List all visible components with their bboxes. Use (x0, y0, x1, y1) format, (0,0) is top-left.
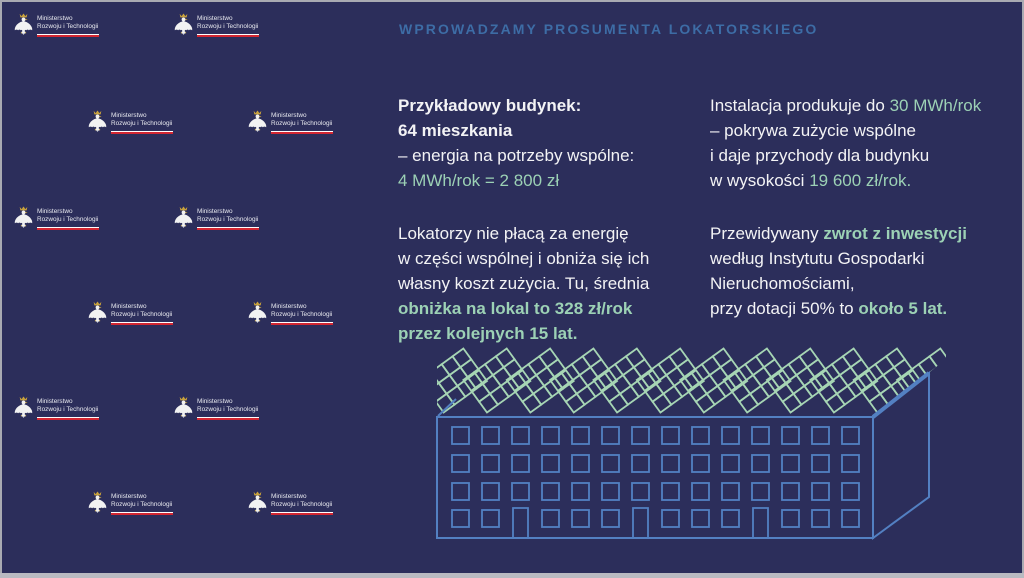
text-segment: przez kolejnych 15 lat. (398, 324, 578, 343)
ministry-name-line1: Ministerstwo (111, 493, 147, 500)
ministry-name-line2: Rozwoju i Technologii (111, 500, 173, 508)
text-line (710, 296, 967, 321)
text-segment: – energia na potrzeby wspólne: (398, 146, 635, 165)
eagle-icon (174, 13, 193, 35)
ministry-name-line1: Ministerstwo (111, 303, 147, 310)
ministry-logo-text (111, 493, 172, 508)
text-segment: obniżka na lokal to 328 zł/rok (398, 299, 633, 318)
text-line (398, 168, 634, 193)
text-line (398, 93, 634, 118)
text-segment: Nieruchomościami, (710, 274, 855, 293)
stat-block-return-on-investment (710, 221, 967, 321)
ministry-name-line2: Rozwoju i Technologii (37, 215, 99, 223)
ministry-name-line1: Ministerstwo (37, 15, 73, 22)
text-line (710, 118, 981, 143)
eagle-icon (14, 13, 33, 35)
text-segment: w wysokości (710, 171, 810, 190)
ministry-name-line1: Ministerstwo (197, 15, 233, 22)
ministry-logo (248, 491, 334, 518)
text-segment: własny koszt zużycia. Tu, średnia (398, 274, 650, 293)
text-line (398, 221, 649, 246)
flag-underline (111, 512, 173, 516)
eagle-icon (88, 301, 107, 323)
text-line (710, 271, 967, 296)
ministry-name-line2: Rozwoju i Technologii (271, 500, 333, 508)
ministry-logo (248, 301, 334, 328)
ministry-name-line2: Rozwoju i Technologii (197, 22, 259, 30)
text-line (710, 168, 981, 193)
ministry-logo (14, 13, 100, 40)
text-line (398, 246, 649, 271)
ministry-logo (88, 491, 174, 518)
eagle-icon (14, 206, 33, 228)
flag-underline (197, 417, 259, 421)
flag-underline (197, 34, 259, 38)
text-segment: 19 600 zł/rok. (809, 171, 912, 190)
eagle-icon (248, 491, 267, 513)
door (513, 508, 528, 538)
ministry-logo (174, 396, 260, 423)
flag-underline (37, 227, 99, 231)
ministry-logo-text (271, 303, 332, 318)
ministry-logo-text (271, 112, 332, 127)
stat-block-installation-output (710, 93, 981, 193)
ministry-logo-text (37, 208, 98, 223)
stat-block-tenant-savings (398, 221, 649, 346)
flag-underline (37, 34, 99, 38)
ministry-name-line1: Ministerstwo (111, 112, 147, 119)
ministry-name-line2: Rozwoju i Technologii (37, 405, 99, 413)
ministry-logo (174, 13, 260, 40)
ministry-name-line2: Rozwoju i Technologii (271, 119, 333, 127)
ministry-name-line2: Rozwoju i Technologii (271, 310, 333, 318)
ministry-name-line1: Ministerstwo (197, 208, 233, 215)
eagle-icon (88, 491, 107, 513)
ministry-logo (88, 110, 174, 137)
ministry-logo (174, 206, 260, 233)
eagle-icon (248, 301, 267, 323)
text-line (398, 271, 649, 296)
flag-underline (111, 322, 173, 326)
eagle-icon (88, 110, 107, 132)
text-segment: około 5 lat. (858, 299, 948, 318)
flag-underline (271, 512, 333, 516)
ministry-name-line2: Rozwoju i Technologii (111, 310, 173, 318)
text-segment: według Instytutu Gospodarki (710, 249, 925, 268)
stat-block-example-building (398, 93, 634, 193)
eagle-icon (14, 396, 33, 418)
text-line (710, 246, 967, 271)
ministry-logo-text (197, 15, 258, 30)
ministry-name-line1: Ministerstwo (271, 112, 307, 119)
text-line (710, 143, 981, 168)
door (633, 508, 648, 538)
text-segment: Przykładowy budynek: (398, 96, 582, 115)
ministry-logo-text (37, 15, 98, 30)
ministry-name-line2: Rozwoju i Technologii (37, 22, 99, 30)
slide-title: WPROWADZAMY PROSUMENTA LOKATORSKIEGO (399, 21, 819, 37)
text-segment: zwrot z inwestycji (823, 224, 967, 243)
ministry-logo-text (197, 398, 258, 413)
flag-underline (111, 131, 173, 135)
text-line (398, 118, 634, 143)
flag-underline (271, 131, 333, 135)
ministry-logo-text (111, 303, 172, 318)
building-windows (452, 427, 859, 538)
text-segment: Lokatorzy nie płacą za energię (398, 224, 629, 243)
eagle-icon (248, 110, 267, 132)
ministry-name-line1: Ministerstwo (271, 303, 307, 310)
text-segment: – pokrywa zużycie wspólne (710, 121, 916, 140)
bottom-edge-strip (0, 573, 1024, 578)
text-segment: w części wspólnej i obniża się ich (398, 249, 650, 268)
ministry-logo (14, 206, 100, 233)
eagle-icon (174, 396, 193, 418)
text-segment: Instalacja produkuje do (710, 96, 890, 115)
text-segment: 4 MWh/rok = 2 800 zł (398, 171, 560, 190)
text-segment: przy dotacji 50% to (710, 299, 859, 318)
text-line (710, 221, 967, 246)
text-segment: i daje przychody dla budynku (710, 146, 930, 165)
ministry-logo-text (197, 208, 258, 223)
text-segment: 30 MWh/rok (889, 96, 982, 115)
ministry-logo (248, 110, 334, 137)
door (753, 508, 768, 538)
flag-underline (271, 322, 333, 326)
ministry-name-line2: Rozwoju i Technologii (111, 119, 173, 127)
ministry-name-line1: Ministerstwo (197, 398, 233, 405)
ministry-name-line1: Ministerstwo (271, 493, 307, 500)
text-line (710, 93, 981, 118)
ministry-logo (88, 301, 174, 328)
ministry-logo-text (37, 398, 98, 413)
ministry-logo-text (271, 493, 332, 508)
building-illustration (425, 330, 950, 545)
ministry-logo (14, 396, 100, 423)
solar-panels (425, 348, 950, 412)
eagle-icon (174, 206, 193, 228)
ministry-name-line2: Rozwoju i Technologii (197, 215, 259, 223)
text-line (398, 296, 649, 321)
ministry-logo-text (111, 112, 172, 127)
text-segment: Przewidywany (710, 224, 824, 243)
ministry-name-line2: Rozwoju i Technologii (197, 405, 259, 413)
text-segment: 64 mieszkania (398, 121, 513, 140)
flag-underline (197, 227, 259, 231)
flag-underline (37, 417, 99, 421)
ministry-name-line1: Ministerstwo (37, 208, 73, 215)
ministry-name-line1: Ministerstwo (37, 398, 73, 405)
text-line (398, 143, 634, 168)
